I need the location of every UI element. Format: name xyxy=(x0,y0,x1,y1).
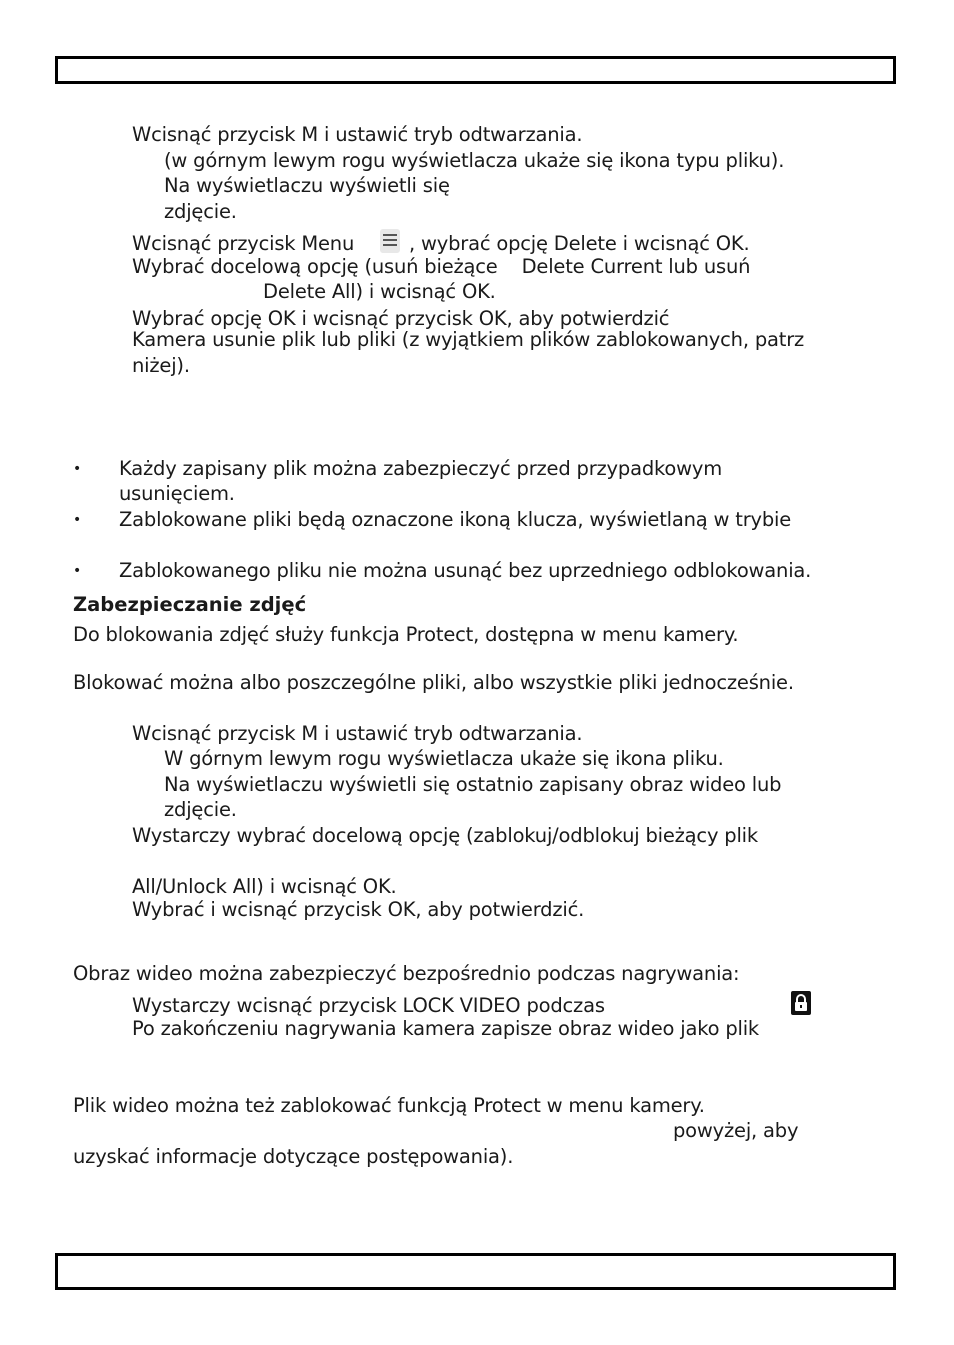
step-text: All/Unlock All) i wcisnąć OK. xyxy=(132,875,397,898)
paragraph-text: Plik wideo można też zablokować funkcją Protect w menu kamery. xyxy=(73,1094,705,1117)
step-text: Delete All) i wcisnąć OK. xyxy=(263,280,496,303)
step-text: Wybrać i wcisnąć przycisk OK, aby potwierdzić. xyxy=(132,898,585,921)
paragraph-text: Blokować można albo poszczególne pliki, albo wszystkie pliki jednocześnie. xyxy=(73,671,794,694)
paragraph-text: Do blokowania zdjęć służy funkcja Protect, dostępna w menu kamery. xyxy=(73,623,739,646)
step-text: (w górnym lewym rogu wyświetlacza ukaże się ikona typu pliku). xyxy=(164,149,785,172)
paragraph-text: Obraz wideo można zabezpieczyć bezpośrednio podczas nagrywania: xyxy=(73,962,740,985)
step-text: niżej). xyxy=(132,354,190,377)
footer-frame xyxy=(55,1253,896,1290)
step-text: Na wyświetlaczu wyświetli się xyxy=(164,174,450,197)
menu-icon xyxy=(380,229,400,253)
bullet-text: Każdy zapisany plik można zabezpieczyć przed przypadkowym xyxy=(119,457,723,480)
bullet-text: Zablokowane pliki będą oznaczone ikoną klucza, wyświetlaną w trybie xyxy=(119,508,792,531)
step-text: Wcisnąć przycisk M i ustawić tryb odtwarzania. xyxy=(132,722,583,745)
paragraph-text: powyżej, aby xyxy=(673,1119,799,1142)
bullet-text: usunięciem. xyxy=(119,482,235,505)
step-text: Po zakończeniu nagrywania kamera zapisze obraz wideo jako plik xyxy=(132,1017,760,1040)
step-text: W górnym lewym rogu wyświetlacza ukaże się ikona pliku. xyxy=(164,747,724,770)
step-text: zdjęcie. xyxy=(164,798,237,821)
step-text: Wybrać opcję OK i wcisnąć przycisk OK, aby potwierdzić xyxy=(132,307,670,330)
step-text: Wybrać docelową opcję (usuń bieżące Delete Current lub usuń xyxy=(132,255,751,278)
step-text: Kamera usunie plik lub pliki (z wyjątkiem plików zablokowanych, patrz xyxy=(132,328,805,351)
bullet-marker: • xyxy=(73,563,82,579)
bullet-marker: • xyxy=(73,512,82,528)
bullet-text: Zablokowanego pliku nie można usunąć bez uprzedniego odblokowania. xyxy=(119,559,812,582)
step-text: zdjęcie. xyxy=(164,200,237,223)
step-text: Wystarczy wcisnąć przycisk LOCK VIDEO podczas xyxy=(132,994,605,1017)
header-frame xyxy=(55,56,896,84)
step-text: Wcisnąć przycisk M i ustawić tryb odtwarzania. xyxy=(132,123,583,146)
bullet-marker: • xyxy=(73,461,82,477)
step-text: , wybrać opcję Delete i wcisnąć OK. xyxy=(409,232,750,255)
step-text: Na wyświetlaczu wyświetli się ostatnio zapisany obraz wideo lub xyxy=(164,773,782,796)
step-text: Wcisnąć przycisk Menu xyxy=(132,232,355,255)
lock-icon xyxy=(791,991,811,1015)
step-text: Wystarczy wybrać docelową opcję (zablokuj/odblokuj bieżący plik xyxy=(132,824,758,847)
section-heading: Zabezpieczanie zdjęć xyxy=(73,593,307,616)
paragraph-text: uzyskać informacje dotyczące postępowania). xyxy=(73,1145,514,1168)
